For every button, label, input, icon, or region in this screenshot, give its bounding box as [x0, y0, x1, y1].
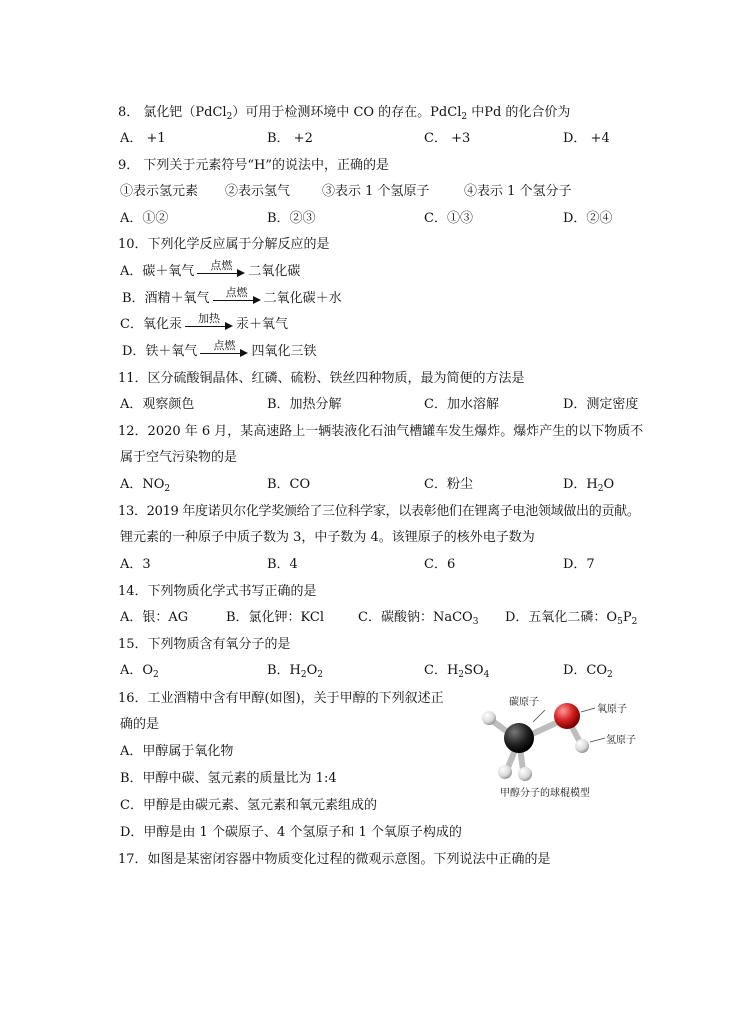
reaction-arrow: 点燃 [211, 290, 263, 308]
q13-option-a: A．3 [120, 557, 151, 572]
q11-option-d: D．测定密度 [563, 397, 639, 412]
q10-option-d: D．铁＋氧气 点燃 四氧化三铁 [122, 339, 317, 359]
oxygen-atom-label: 氧原子 [597, 704, 627, 715]
hydrogen-atom [482, 711, 496, 725]
reaction-arrow: 点燃 [198, 343, 250, 361]
q9-statement-3: ③表示 1 个氢原子 [322, 184, 430, 199]
q15-option-c: C．$H_2SO_4$ [424, 663, 490, 680]
q14-option-c: C．碳酸钠：NaCO$_3$ [358, 610, 479, 627]
q9-statement-1: ①表示氢元素 [120, 184, 199, 199]
reaction-arrow: 加热 [183, 316, 235, 334]
q13-option-c: C．6 [424, 557, 456, 572]
q16-option-d: D．甲醇是由 1 个碳原子、4 个氢原子和 1 个氧原子构成的 [120, 825, 462, 840]
q10-stem: 10．下列化学反应属于分解反应的是 [118, 237, 330, 252]
q8-option-c: C． +3 [424, 131, 471, 146]
q8-option-d: D． +4 [563, 131, 610, 146]
q13-option-b: B．4 [267, 557, 298, 572]
q9-option-c: C．①③ [424, 211, 473, 226]
hydrogen-atom-label: 氢原子 [606, 735, 636, 746]
q14-option-a: A．银：AG [120, 610, 189, 625]
q13-option-d: D．7 [563, 557, 595, 572]
q12-option-a: A．$NO_2$ [120, 477, 171, 494]
hydrogen-atom [575, 739, 589, 753]
q17-stem: 17．如图是某密闭容器中物质变化过程的微观示意图。下列说法中正确的是 [118, 852, 551, 867]
carbon-atom [504, 723, 534, 753]
q9-option-d: D．②④ [563, 211, 613, 226]
q14-option-b: B．氯化钾：KCl [226, 610, 325, 625]
q15-option-d: D．$CO_2$ [563, 663, 613, 680]
q13-stem-line2: 锂元素的一种原子中质子数为 3，中子数为 4。该锂原子的核外电子数为 [120, 530, 535, 545]
q9-option-b: B．②③ [267, 211, 316, 226]
q15-option-a: A．$O_2$ [120, 663, 159, 680]
q10-option-b: B．酒精＋氧气 点燃 二氧化碳＋水 [122, 286, 342, 306]
q12-option-d: D．$H_2O$ [563, 477, 615, 494]
q11-option-a: A．观察颜色 [120, 397, 195, 412]
carbon-atom-label: 碳原子 [509, 697, 539, 708]
hydrogen-atom [518, 767, 532, 781]
q9-statement-4: ④表示 1 个氢分子 [464, 184, 572, 199]
q14-option-d: D．五氧化二磷：$O_5P_2$ [505, 610, 638, 627]
q11-option-b: B．加热分解 [267, 397, 342, 412]
q12-option-c: C．粉尘 [424, 477, 473, 492]
q9-stem: 9． 下列关于元素符号“H”的说法中，正确的是 [118, 158, 390, 173]
q15-option-b: B．$H_2O_2$ [267, 663, 324, 680]
oxygen-atom [554, 703, 580, 729]
q8-option-b: B． +2 [267, 131, 313, 146]
q12-option-b: B．CO [267, 477, 311, 492]
q13-stem-line1: 13．2019 年度诺贝尔化学奖颁给了三位科学家，以表彰他们在锂离子电池领域做出的贡献。 [118, 504, 640, 519]
q10-option-c: C．氧化汞 加热 汞＋氧气 [120, 312, 288, 332]
q12-stem-line2: 属于空气污染物的是 [120, 450, 238, 465]
q8-option-a: A． +1 [120, 131, 166, 146]
hydrogen-atom [498, 765, 512, 779]
q11-option-c: C．加水溶解 [424, 397, 499, 412]
q16-option-a: A．甲醇属于氧化物 [120, 744, 234, 759]
q16-option-c: C．甲醇是由碳元素、氢元素和氧元素组成的 [120, 798, 377, 813]
q11-stem: 11．区分硫酸铜晶体、红磷、硫粉、铁丝四种物质，最为简便的方法是 [118, 371, 525, 386]
q16-stem-line2: 确的是 [120, 717, 160, 732]
figure-caption: 甲醇分子的球棍模型 [500, 788, 590, 799]
q16-option-b: B．甲醇中碳、氢元素的质量比为 1:4 [120, 771, 337, 786]
q8-stem: 8． 氯化钯（PdCl$_2$）可用于检测环境中 CO 的存在。PdCl$_2$ 中Pd 的化合价为 [118, 105, 571, 122]
reaction-arrow: 点燃 [195, 263, 247, 281]
q9-statement-2: ②表示氢气 [225, 184, 291, 199]
q15-stem: 15．下列物质含有氧分子的是 [118, 637, 291, 652]
q16-stem-line1: 16．工业酒精中含有甲醇(如图)，关于甲醇的下列叙述正 [118, 691, 444, 706]
q14-stem: 14．下列物质化学式书写正确的是 [118, 584, 317, 599]
q9-option-a: A．①② [120, 211, 169, 226]
q10-option-a: A．碳＋氧气 点燃 二氧化碳 [120, 259, 301, 279]
q12-stem-line1: 12．2020 年 6 月，某高速路上一辆装液化石油气槽罐车发生爆炸。爆炸产生的以下物质不 [118, 424, 644, 439]
